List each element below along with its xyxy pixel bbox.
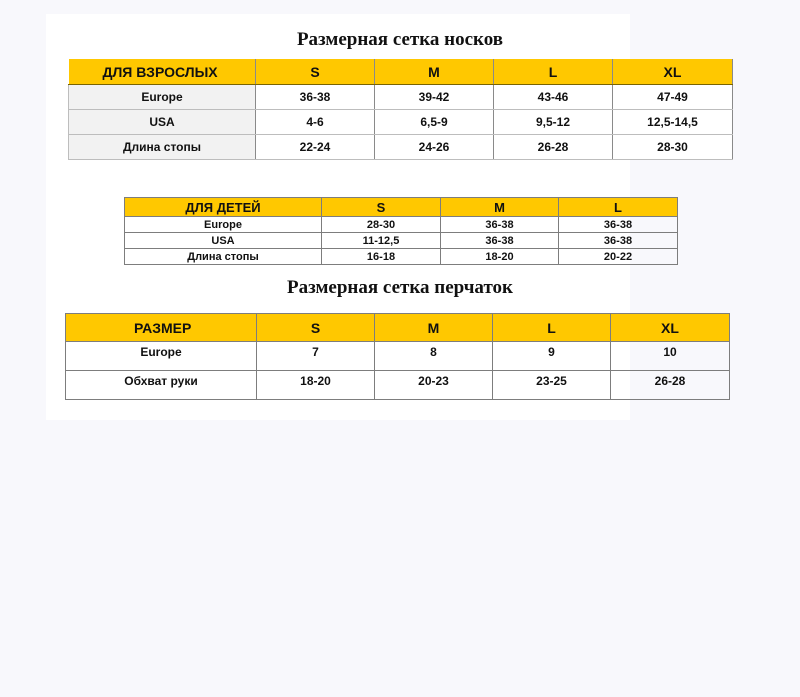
table-cell: 28-30 (322, 217, 441, 233)
row-label: Europe (125, 217, 322, 233)
table-header-row (66, 314, 730, 342)
row-label: USA (69, 110, 256, 135)
header-cell: ДЛЯ ДЕТЕЙ (125, 198, 322, 217)
table-cell: 9 (493, 342, 611, 371)
table-cell: 12,5-14,5 (613, 110, 733, 135)
table-cell: 47-49 (613, 85, 733, 110)
gloves-size-table (65, 313, 730, 400)
header-cell: L (494, 59, 613, 85)
table-row (125, 217, 678, 233)
table-row (66, 371, 730, 400)
table-cell: 36-38 (559, 217, 678, 233)
table-cell: 18-20 (441, 249, 559, 265)
table-cell: 36-38 (256, 85, 375, 110)
header-cell: M (375, 314, 493, 342)
header-cell: L (493, 314, 611, 342)
header-cell: S (322, 198, 441, 217)
table-cell: 20-22 (559, 249, 678, 265)
table-cell: 20-23 (375, 371, 493, 400)
table-cell: 7 (257, 342, 375, 371)
table-cell: 18-20 (257, 371, 375, 400)
row-label: Длина стопы (125, 249, 322, 265)
table-cell: 26-28 (494, 135, 613, 160)
table-row (125, 233, 678, 249)
row-label: Длина стопы (69, 135, 256, 160)
table-cell: 36-38 (441, 233, 559, 249)
header-cell: L (559, 198, 678, 217)
table-cell: 43-46 (494, 85, 613, 110)
table-cell: 28-30 (613, 135, 733, 160)
table-cell: 39-42 (375, 85, 494, 110)
table-cell: 16-18 (322, 249, 441, 265)
table-cell: 8 (375, 342, 493, 371)
table-row (69, 110, 733, 135)
row-label: Обхват руки (66, 371, 257, 400)
table-row (69, 135, 733, 160)
table-cell: 23-25 (493, 371, 611, 400)
kids-socks-table (124, 197, 678, 265)
gloves-size-chart-title: Размерная сетка перчаток (287, 277, 513, 298)
header-cell: XL (611, 314, 730, 342)
header-cell: ДЛЯ ВЗРОСЛЫХ (69, 59, 256, 85)
table-cell: 9,5-12 (494, 110, 613, 135)
header-cell: M (375, 59, 494, 85)
header-cell: M (441, 198, 559, 217)
table-cell: 6,5-9 (375, 110, 494, 135)
header-cell: S (256, 59, 375, 85)
table-row (125, 249, 678, 265)
table-cell: 36-38 (441, 217, 559, 233)
header-cell: XL (613, 59, 733, 85)
table-header-row (69, 59, 733, 85)
table-cell: 26-28 (611, 371, 730, 400)
table-cell: 36-38 (559, 233, 678, 249)
header-cell: РАЗМЕР (66, 314, 257, 342)
row-label: Europe (69, 85, 256, 110)
table-cell: 4-6 (256, 110, 375, 135)
socks-size-chart-title: Размерная сетка носков (296, 29, 504, 50)
row-label: Europe (66, 342, 257, 371)
table-cell: 10 (611, 342, 730, 371)
table-header-row (125, 198, 678, 217)
table-row (66, 342, 730, 371)
row-label: USA (125, 233, 322, 249)
adult-socks-table (68, 59, 733, 160)
table-cell: 11-12,5 (322, 233, 441, 249)
table-row (69, 85, 733, 110)
table-cell: 22-24 (256, 135, 375, 160)
header-cell: S (257, 314, 375, 342)
table-cell: 24-26 (375, 135, 494, 160)
